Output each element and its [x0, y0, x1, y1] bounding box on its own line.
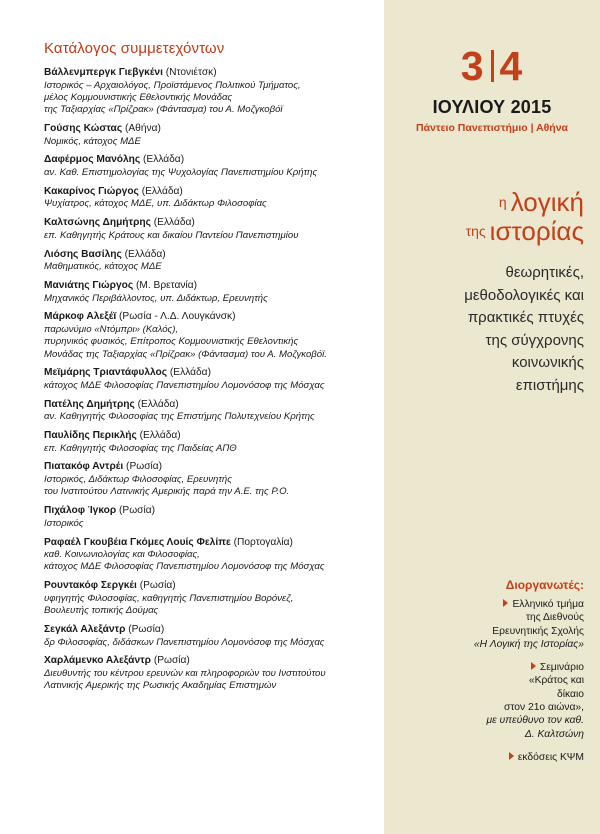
participant-name-line	[44, 461, 378, 474]
description-line: Μηχανικός Περιβάλλοντος, υπ. Διδάκτωρ, Ερευνητής	[44, 292, 268, 304]
participant-description	[44, 668, 378, 693]
participant-entry	[44, 186, 378, 211]
org2-line: δίκαιο	[556, 688, 584, 700]
bullet-icon	[509, 752, 514, 760]
event-title	[466, 188, 584, 246]
participant-description	[44, 80, 378, 117]
subtitle-line: της σύγχρονης	[485, 331, 584, 349]
description-line: καθ. Κοινωνιολογίας και Φιλοσοφίας,	[44, 549, 200, 561]
participant-name: Ρουντακόφ Σεργκέι	[44, 580, 137, 592]
participant-origin: (Ελλάδα)	[139, 430, 181, 442]
participant-description	[44, 293, 378, 305]
subtitle-line: κοινωνικής	[511, 354, 584, 371]
participant-name: Γούσης Κώστας	[44, 122, 123, 134]
participant-name: Παυλίδης Περικλής	[44, 430, 137, 442]
description-line: Βουλευτής τοπικής Δούμας	[44, 605, 159, 617]
participant-description	[44, 518, 378, 530]
title-word-1: λογική	[510, 187, 584, 217]
subtitle-line: μεθοδολογικές και	[464, 286, 584, 304]
participant-name: Μανιάτης Γιώργος	[44, 279, 134, 291]
participant-entry	[44, 367, 378, 392]
participant-name: Μεϊμάρης Τριαντάφυλλος	[44, 367, 168, 379]
participant-entry	[44, 399, 378, 424]
participant-description	[44, 549, 378, 574]
org1-line: Ελληνικό τμήμα	[512, 599, 584, 610]
org1-line: της Διεθνούς	[525, 612, 584, 624]
participant-name-line	[44, 430, 378, 443]
description-line: Ιστορικός	[44, 517, 84, 529]
org1-name: «Η Λογική της Ιστορίας»	[473, 638, 584, 650]
participant-origin: (Ελλάδα)	[143, 154, 185, 166]
description-line: πυρηνικός φυσικός, Επίτροπος Κομμουνιστικής Εθελοντικής	[44, 336, 299, 348]
org2-line: «Κράτος και	[528, 675, 584, 687]
participant-entry	[44, 655, 378, 692]
participant-name-line	[44, 186, 378, 199]
org2-line: στον 21ο αιώνα»,	[503, 702, 584, 714]
participant-description	[44, 637, 378, 649]
description-line: Μονάδας της Ταξιαρχίας «Πρίζρακ» (Φάντασμα) του Α. Μοζγκοβόϊ.	[44, 348, 327, 360]
participant-entry	[44, 461, 378, 498]
subtitle-line: πρακτικές πτυχές	[467, 309, 584, 326]
participant-name-line	[44, 249, 378, 262]
description-line: δρ Φιλοσοφίας, διδάσκων Πανεπιστημίου Λομονόσοφ της Μόσχας	[44, 636, 325, 648]
participant-name: Βάλλενμπεργκ Γιεβγκένι	[44, 67, 163, 78]
subtitle-line: θεωρητικές,	[505, 264, 584, 281]
participant-name-line	[44, 580, 378, 593]
participant-description	[44, 324, 378, 361]
participant-origin: (Ντονιέτσκ)	[165, 67, 217, 78]
participant-name: Πιατακόφ Αντρέι	[44, 461, 124, 473]
participant-origin: (Ρωσία - Λ.Δ. Λουγκάνσκ)	[119, 311, 236, 323]
participant-name: Κακαρίνος Γιώργος	[44, 185, 139, 197]
participant-name: Ραφαέλ Γκουβέια Γκόμες Λουίς Φελίπε	[44, 536, 231, 548]
org2-line: Σεμινάριο	[539, 662, 584, 674]
participant-name: Μάρκοφ Αλεξέϊ	[44, 311, 117, 323]
participant-name-line	[44, 537, 378, 550]
day-start: 3	[460, 43, 485, 89]
participant-origin: (Ελλάδα)	[137, 398, 179, 410]
description-line: Ιστορικός, Διδάκτωρ Φιλοσοφίας, Ερευνητής	[44, 474, 232, 486]
participant-origin: (Ρωσία)	[128, 623, 165, 635]
participant-entry	[44, 280, 378, 305]
description-line: Μαθηματικός, κάτοχος ΜΔΕ	[44, 261, 162, 273]
participant-origin: (Ρωσία)	[126, 461, 163, 473]
description-line: του Ινστιτούτου Λατινικής Αμερικής παρά την Α.Ε. της Ρ.Ο.	[44, 486, 290, 498]
description-line: της Ταξιαρχίας «Πρίζρακ» (Φάντασμα) του Α. Μοζγκοβόϊ	[44, 104, 283, 116]
description-line: Λατινικής Αμερικής της Ρωσικής Ακαδημίας Επιστημών	[44, 680, 277, 692]
description-line: κάτοχος ΜΔΕ Φιλοσοφίας Πανεπιστημίου Λομονόσοφ της Μόσχας	[44, 561, 325, 573]
participant-name-line	[44, 505, 378, 518]
participant-origin: (Ελλάδα)	[124, 248, 166, 260]
participant-description	[44, 167, 378, 179]
event-dates	[384, 43, 600, 90]
participant-entry	[44, 430, 378, 455]
participant-entry	[44, 505, 378, 530]
description-line: Νομικός, κάτοχος ΜΔΕ	[44, 135, 141, 147]
participant-entry	[44, 580, 378, 617]
participant-name-line	[44, 367, 378, 380]
title-word-2: ιστορίας	[489, 216, 584, 246]
participant-name: Πατέλης Δημήτρης	[44, 398, 135, 410]
participant-name: Χαρλάμενκο Αλεξάντρ	[44, 655, 151, 667]
participant-name-line	[44, 67, 378, 80]
subtitle-line: επιστήμης	[515, 376, 584, 394]
description-line: κάτοχος ΜΔΕ Φιλοσοφίας Πανεπιστημίου Λομονόσοφ της Μόσχας	[44, 379, 325, 391]
participant-name: Σεγκάλ Αλεξάντρ	[44, 623, 126, 635]
participant-origin: (Ελλάδα)	[153, 217, 195, 229]
description-line: παρωνύμιο «Ντόμπρι» (Καλός),	[44, 323, 179, 335]
participant-description	[44, 593, 378, 618]
participant-description	[44, 474, 378, 499]
participants-list	[44, 67, 378, 699]
description-line: Ιστορικός – Αρχαιολόγος, Προϊστάμενος Πολιτικού Τμήματος,	[44, 79, 301, 91]
description-line: μέλος Κομμουνιστικής Εθελοντικής Μονάδας	[44, 91, 233, 103]
participant-origin: (Ρωσία)	[153, 655, 190, 667]
participant-name: Καλτσώνης Δημήτρης	[44, 217, 151, 229]
participant-entry	[44, 537, 378, 574]
description-line: αν. Καθ. Επιστημολογίας της Ψυχολογίας Πανεπιστημίου Κρήτης	[44, 166, 318, 178]
description-line: αν. Καθηγητής Φιλοσοφίας της Επιστήμης Πολυτεχνείου Κρήτης	[44, 411, 315, 423]
participant-name-line	[44, 123, 378, 136]
bullet-icon	[531, 662, 536, 670]
participant-entry	[44, 217, 378, 242]
participant-name-line	[44, 399, 378, 412]
bullet-icon	[503, 599, 508, 607]
title-article-2: της	[465, 223, 486, 239]
participant-origin: (Ελλάδα)	[141, 185, 183, 197]
participant-entry	[44, 249, 378, 274]
participant-entry	[44, 67, 378, 116]
participant-name-line	[44, 154, 378, 167]
title-article-1: η	[498, 194, 507, 210]
org3: εκδόσεις ΚΨΜ	[517, 751, 584, 763]
date-separator	[491, 50, 494, 82]
org1-line: Ερευνητικής Σχολής	[492, 625, 584, 637]
participant-origin: (Ελλάδα)	[169, 367, 211, 379]
description-line: επ. Καθηγητής Κράτους και δικαίου Παντείου Πανεπιστημίου	[44, 229, 299, 241]
participant-name: Λιόσης Βασίλης	[44, 248, 122, 260]
participant-description	[44, 230, 378, 242]
participant-origin: (Αθήνα)	[124, 122, 161, 134]
description-line: Διευθυντής του κέντρου ερευνών και πληροφοριών του Ινστιτούτου	[44, 667, 326, 679]
participant-name-line	[44, 217, 378, 230]
org2-italic: με υπεύθυνο τον καθ.	[486, 715, 584, 727]
description-line: Ψυχίατρος, κάτοχος ΜΔΕ, υπ. Διδάκτωρ Φιλοσοφίας	[44, 198, 267, 210]
day-end: 4	[499, 43, 524, 89]
participant-description	[44, 443, 378, 455]
org2-italic: Δ. Καλτσώνη	[524, 728, 584, 740]
participant-description	[44, 380, 378, 392]
participant-entry	[44, 123, 378, 148]
participant-name-line	[44, 311, 378, 324]
participant-description	[44, 136, 378, 148]
month-year: ΙΟΥΛΙΟΥ 2015	[432, 97, 552, 117]
participant-description	[44, 261, 378, 273]
participant-name-line	[44, 624, 378, 637]
participant-origin: (Ρωσία)	[139, 580, 176, 592]
participant-name: Δαφέρμος Μανόλης	[44, 154, 141, 166]
participant-entry	[44, 311, 378, 360]
participant-origin: (Ρωσία)	[119, 505, 156, 517]
organizers	[474, 578, 584, 764]
participants-title: Κατάλογος συμμετεχόντων	[44, 40, 225, 57]
participant-entry	[44, 624, 378, 649]
event-subtitle	[464, 262, 584, 397]
participant-description	[44, 411, 378, 423]
participant-origin: (Πορτογαλία)	[233, 536, 293, 548]
participant-description	[44, 198, 378, 210]
participant-entry	[44, 154, 378, 179]
participant-name-line	[44, 655, 378, 668]
organizers-heading: Διοργανωτές:	[505, 578, 584, 592]
participant-name-line	[44, 280, 378, 293]
participant-name: Πιχάλοφ Ίγκορ	[44, 505, 117, 517]
venue: Πάντειο Πανεπιστήμιο | Αθήνα	[416, 122, 568, 134]
participant-origin: (Μ. Βρετανία)	[135, 279, 198, 291]
description-line: επ. Καθηγητής Φιλοσοφίας της Παιδείας ΑΠΘ	[44, 442, 237, 454]
description-line: υφηγητής Φιλοσοφίας, καθηγητής Πανεπιστημίου Βορόνεζ,	[44, 592, 294, 604]
